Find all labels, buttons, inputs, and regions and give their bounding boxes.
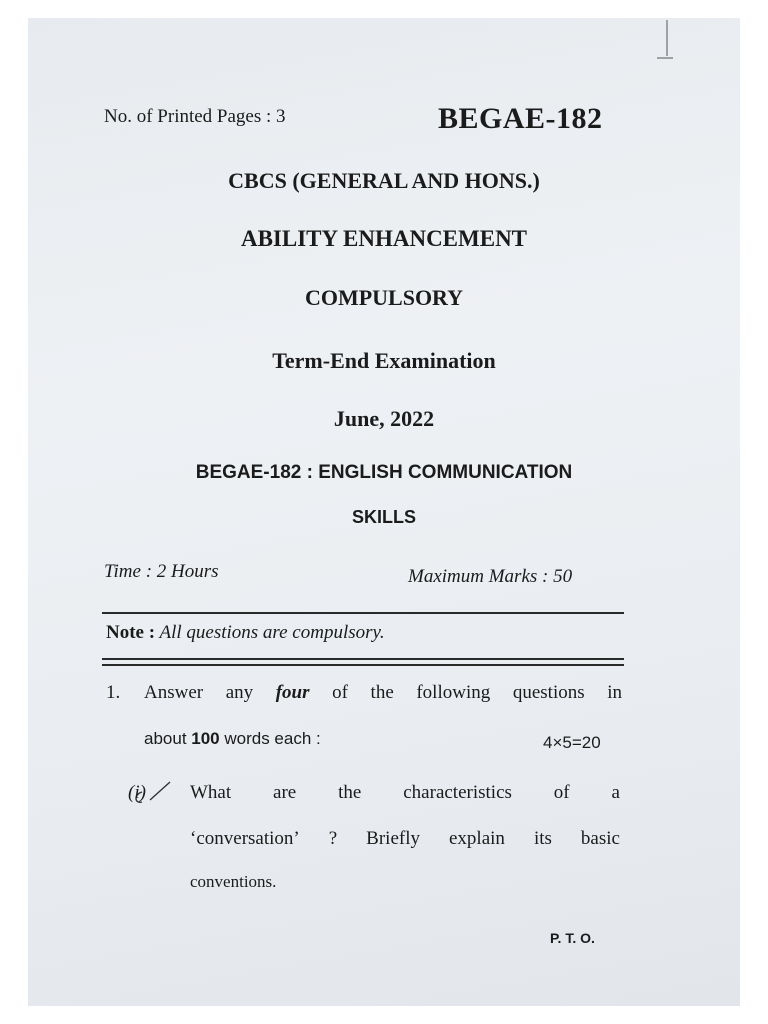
sub-question-line2 [190, 828, 620, 850]
programme-title: CBCS (GENERAL AND HONS.) [228, 168, 540, 193]
question-word: in [607, 682, 622, 703]
exam-title: Term-End Examination [272, 348, 496, 373]
question-marks: 4×5=20 [543, 733, 601, 752]
sub-question-word: ‘conversation’ [190, 828, 300, 849]
question-text-line2 [144, 729, 321, 749]
question-word: Answer [144, 682, 204, 703]
exam-duration: Time : 2 Hours [104, 561, 219, 582]
sub-question-word: the [338, 782, 362, 803]
please-turn-over: P. T. O. [550, 930, 595, 946]
subject-title-line1: BEGAE-182 : ENGLISH COMMUNICATION [195, 462, 573, 483]
divider-line [102, 612, 624, 614]
question-word-emphasis: four [275, 682, 310, 703]
subject-title-line2: SKILLS [351, 507, 416, 527]
course-code: BEGAE-182 [438, 102, 603, 135]
question-word: any [225, 682, 254, 703]
question-word: of [332, 682, 348, 703]
sub-question-word: a [611, 782, 620, 803]
question-word: following [416, 682, 491, 703]
sub-question-word: its [533, 828, 552, 849]
sub-question-word: basic [580, 828, 620, 849]
printed-pages-count: No. of Printed Pages : 3 [104, 106, 286, 127]
sub-question-word: What [190, 782, 232, 803]
maximum-marks: Maximum Marks : 50 [408, 566, 573, 587]
sub-question-word: are [273, 782, 297, 803]
question-text-line1 [144, 682, 622, 704]
note-label: Note : [106, 622, 156, 643]
category-title-line1: ABILITY ENHANCEMENT [240, 226, 528, 251]
note-text: All questions are compulsory. [155, 622, 385, 643]
question-number: 1. [106, 682, 121, 703]
exam-paper-page [28, 18, 740, 1006]
double-divider-line [102, 658, 624, 666]
edge-pen-mark [653, 18, 673, 64]
question-text-prefix: about [144, 729, 192, 748]
sub-question-line3: conventions. [190, 872, 277, 891]
instructions-note [106, 622, 385, 644]
sub-question-line1 [190, 782, 620, 804]
sub-question-word: Briefly [366, 828, 420, 849]
sub-question-word: characteristics [403, 782, 512, 803]
question-word: the [370, 682, 394, 703]
sub-question-word: ? [328, 828, 338, 849]
question-text-suffix: words each : [219, 729, 321, 748]
sub-question-word: of [553, 782, 570, 803]
question-word: questions [512, 682, 585, 703]
word-count: 100 [191, 729, 220, 748]
exam-session: June, 2022 [333, 406, 435, 431]
sub-question-word: explain [449, 828, 505, 849]
category-title-line2: COMPULSORY [304, 285, 464, 310]
sub-question-number: (i) [128, 782, 146, 803]
